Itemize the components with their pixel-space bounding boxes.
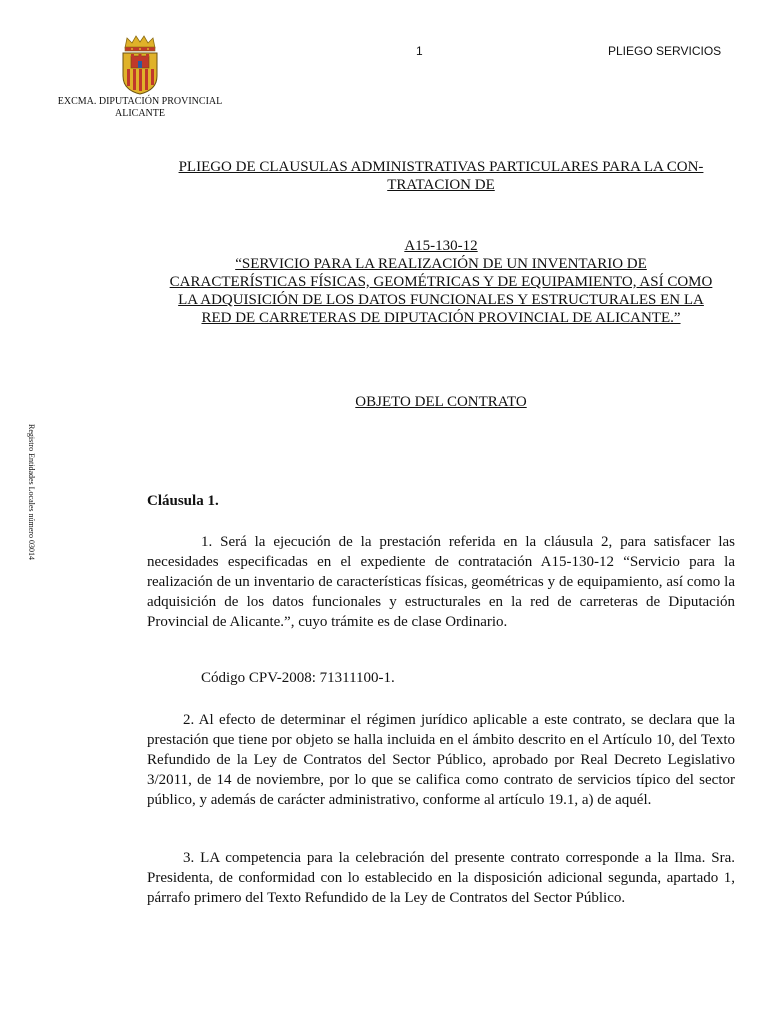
project-title bbox=[147, 237, 735, 327]
organization-line-2: ALICANTE bbox=[115, 108, 165, 119]
clause-paragraph-3: 3. LA competencia para la celebración del presente contrato corresponde a la Ilma. Sra. Presidenta, de conformidad con lo establecido en la disposición adicional segunda, apartado 1, párrafo primero del Texto Refundido de la Ley de Contratos del Sector Público. bbox=[147, 850, 735, 906]
organization-line-1: EXCMA. DIPUTACIÓN PROVINCIAL bbox=[57, 96, 223, 107]
project-title-line-3: LA ADQUISICIÓN DE LOS DATOS FUNCIONALES Y ESTRUCTURALES EN LA bbox=[178, 292, 704, 308]
cpv-code: Código CPV-2008: 71311100-1. bbox=[201, 670, 395, 686]
document-title bbox=[147, 158, 735, 194]
registry-side-note: Registro Entidades Locales número 03014 bbox=[27, 424, 36, 560]
header-document-label: PLIEGO SERVICIOS bbox=[608, 44, 722, 58]
clause-paragraph-1: 1. Será la ejecución de la prestación referida en la cláusula 2, para satisfacer las necesidades especificadas en el expediente de contratación A15-130-12 “Servicio para la realización de un inventario de características físicas, geométricas y de equipamiento, así como la adquisición de los datos funcionales y estructurales en la red de carreteras de Diputación Provincial de Alicante.”, cuyo trámite es de clase Ordinario. bbox=[147, 534, 735, 630]
document-title-line-1: PLIEGO DE CLAUSULAS ADMINISTRATIVAS PARTICULARES PARA LA CON- bbox=[178, 159, 704, 175]
project-title-line-2: CARACTERÍSTICAS FÍSICAS, GEOMÉTRICAS Y DE EQUIPAMIENTO, ASÍ COMO bbox=[169, 274, 713, 290]
clause-paragraph-2: 2. Al efecto de determinar el régimen jurídico aplicable a este contrato, se declara que la prestación que tiene por objeto se halla incluida en el ámbito descrito en el Artículo 10, del Texto Refundido de la Ley de Contratos del Sector Público, aprobado por Real Decreto Legislativo 3/2011, de 14 de noviembre, por lo que se califica como contrato de servicios típico del sector público, y además de carácter administrativo, conforme al artículo 19.1, a) de aquél. bbox=[147, 712, 735, 808]
document-title-line-2: TRATACION DE bbox=[387, 177, 495, 193]
project-title-line-4: RED DE CARRETERAS DE DIPUTACIÓN PROVINCIAL DE ALICANTE.” bbox=[201, 310, 681, 326]
clause-heading: Cláusula 1. bbox=[147, 493, 219, 509]
section-heading: OBJETO DEL CONTRATO bbox=[355, 394, 527, 410]
project-title-line-1: “SERVICIO PARA LA REALIZACIÓN DE UN INVENTARIO DE bbox=[235, 256, 647, 272]
organization-name bbox=[40, 96, 240, 120]
project-code: A15-130-12 bbox=[404, 238, 478, 254]
coat-of-arms-logo bbox=[119, 34, 161, 96]
page-number: 1 bbox=[416, 44, 423, 58]
